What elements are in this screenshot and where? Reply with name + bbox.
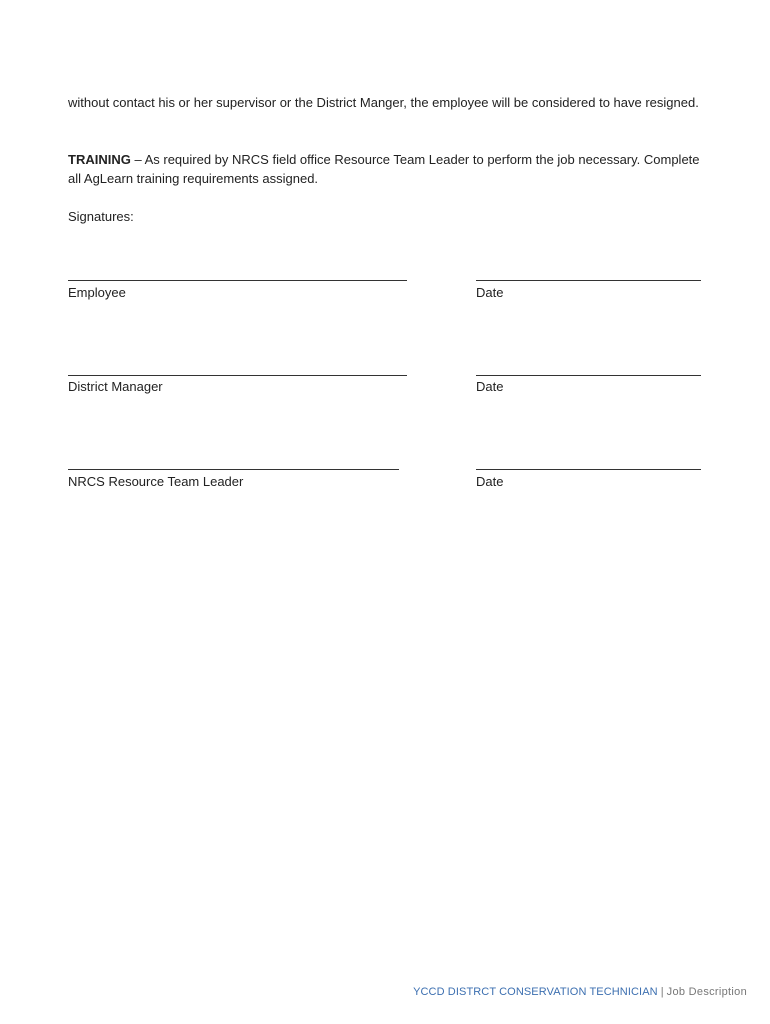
signatures-label: Signatures: bbox=[68, 209, 134, 224]
nrcs-date-label: Date bbox=[476, 474, 504, 489]
nrcs-date-line bbox=[476, 469, 701, 470]
manager-label: District Manager bbox=[68, 379, 163, 394]
continuation-paragraph: without contact his or her supervisor or the District Manger, the employee will be considered to have resigned. bbox=[68, 95, 699, 110]
manager-date-line bbox=[476, 375, 701, 376]
footer-separator: | bbox=[660, 986, 664, 998]
training-paragraph bbox=[68, 150, 708, 188]
footer-subtitle: Job Description bbox=[666, 986, 747, 998]
employee-date-line bbox=[476, 280, 701, 281]
page-footer bbox=[413, 985, 747, 999]
employee-date-label: Date bbox=[476, 285, 504, 300]
training-heading: TRAINING bbox=[68, 152, 131, 167]
training-text: – As required by NRCS field office Resource Team Leader to perform the job necessary. Complete all AgLearn training requirements assigned. bbox=[68, 152, 700, 186]
employee-label: Employee bbox=[68, 285, 126, 300]
employee-signature-line bbox=[68, 280, 407, 281]
manager-date-label: Date bbox=[476, 379, 504, 394]
nrcs-label: NRCS Resource Team Leader bbox=[68, 474, 244, 489]
manager-signature-line bbox=[68, 375, 407, 376]
footer-title: YCCD DISTRCT CONSERVATION TECHNICIAN bbox=[413, 986, 658, 998]
nrcs-signature-line bbox=[68, 469, 399, 470]
